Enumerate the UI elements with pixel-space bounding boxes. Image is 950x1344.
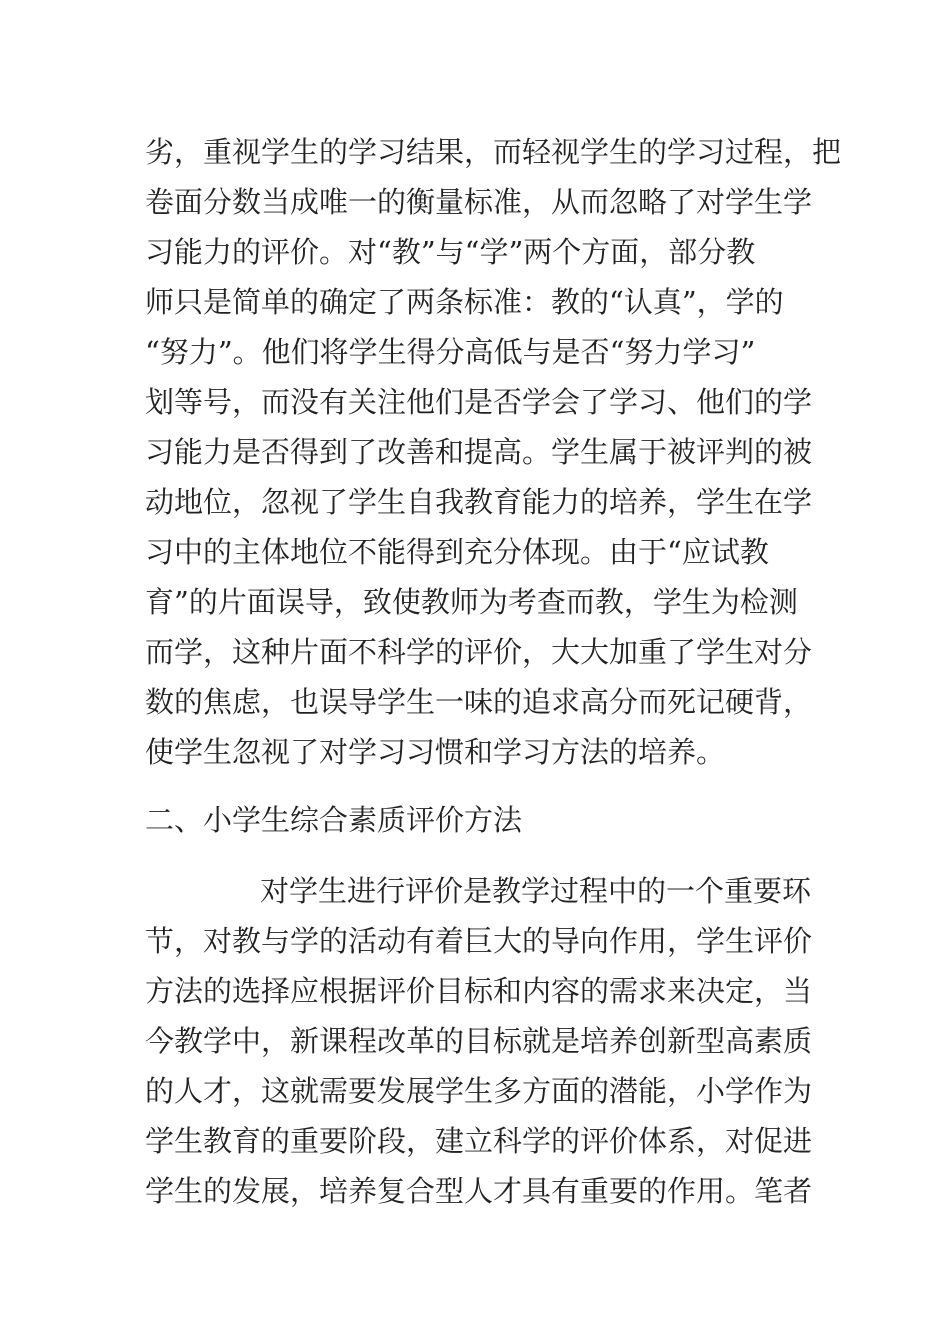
paragraph-line: 节，对教与学的活动有着巨大的导向作用，学生评价: [145, 924, 813, 958]
section-heading: 二、小学生综合素质评价方法: [145, 803, 523, 837]
paragraph-line: 而学，这种片面不科学的评价，大大加重了学生对分: [145, 635, 813, 669]
paragraph-line: 今教学中，新课程改革的目标就是培养创新型高素质: [145, 1024, 813, 1058]
paragraph-line: 学生的发展，培养复合型人才具有重要的作用。笔者: [145, 1174, 813, 1208]
paragraph-line: 育”的片面误导，致使教师为考查而教，学生为检测: [145, 585, 798, 619]
paragraph-line: 方法的选择应根据评价目标和内容的需求来决定，当: [145, 974, 813, 1008]
paragraph-line: 数的焦虑，也误导学生一味的追求高分而死记硬背，: [145, 685, 813, 719]
paragraph-line: 习能力的评价。对“教”与“学”两个方面，部分教: [145, 235, 756, 269]
paragraph-line: 动地位，忽视了学生自我教育能力的培养，学生在学: [145, 485, 813, 519]
paragraph-line: 对学生进行评价是教学过程中的一个重要环: [260, 874, 812, 908]
paragraph-line: 师只是简单的确定了两条标准：教的“认真”，学的: [145, 285, 784, 319]
paragraph-line: 卷面分数当成唯一的衡量标准，从而忽略了对学生学: [145, 185, 813, 219]
paragraph-line: 劣，重视学生的学习结果，而轻视学生的学习过程，把: [145, 135, 842, 169]
paragraph-line: 学生教育的重要阶段，建立科学的评价体系，对促进: [145, 1124, 813, 1158]
paragraph-line: 习能力是否得到了改善和提高。学生属于被评判的被: [145, 435, 813, 469]
paragraph-line: 划等号，而没有关注他们是否学会了学习、他们的学: [145, 385, 813, 419]
paragraph-line: 习中的主体地位不能得到充分体现。由于“应试教: [145, 535, 769, 569]
paragraph-line: 的人才，这就需要发展学生多方面的潜能，小学作为: [145, 1074, 813, 1108]
paragraph-line: 使学生忽视了对学习习惯和学习方法的培养。: [145, 735, 726, 769]
paragraph-line: “努力”。他们将学生得分高低与是否“努力学习”: [145, 335, 756, 369]
